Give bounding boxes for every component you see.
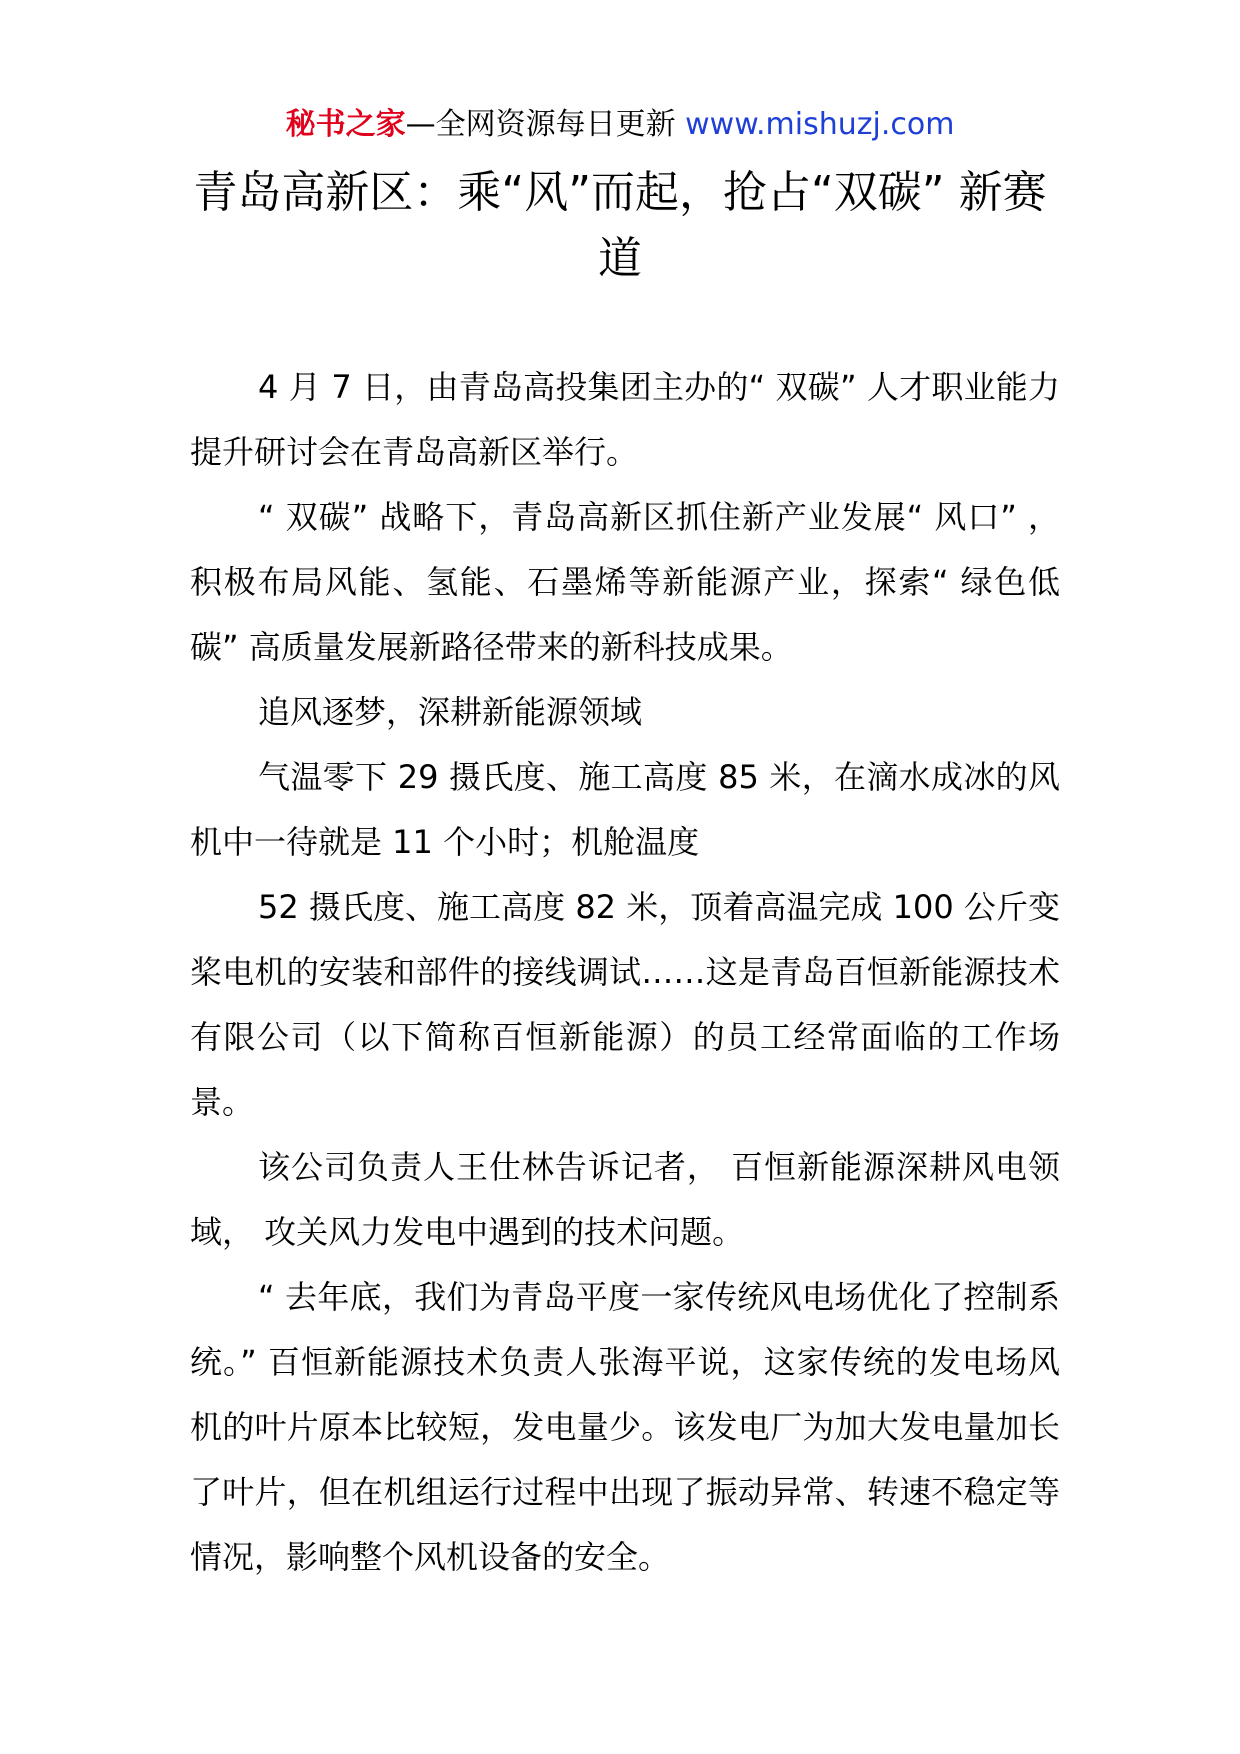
paragraph: 该公司负责人王仕林告诉记者， 百恒新能源深耕风电领域， 攻关风力发电中遇到的技术问题。 [190, 1148, 1060, 1251]
paragraph: “ 双碳” 战略下，青岛高新区抓住新产业发展“ 风口” ，积极布局风能、氢能、石墨烯等新能源产业，探索“ 绿色低碳” 高质量发展新路径带来的新科技成果。 [190, 498, 1060, 666]
paragraph: 52 摄氏度、施工高度 82 米，顶着高温完成 100 公斤变桨电机的安装和部件的接线调试……这是青岛百恒新能源技术有限公司（以下简称百恒新能源）的员工经常面临的工作场景。 [190, 888, 1060, 1121]
site-header [0, 100, 1240, 150]
paragraph: “ 去年底，我们为青岛平度一家传统风电场优化了控制系统。” 百恒新能源技术负责人张海平说，这家传统的发电场风机的叶片原本比较短，发电量少。该发电厂为加大发电量加长了叶片，但在机组运行过程中出现了振动异常、转速不稳定等情况，影响整个风机设备的安全。 [190, 1278, 1060, 1576]
article-body [190, 355, 1060, 1590]
section-heading: 追风逐梦，深耕新能源领域 [258, 693, 643, 731]
article-title: 青岛高新区：乘“风”而起，抢占“双碳” 新赛道 [193, 167, 1047, 284]
site-url-link[interactable]: www.mishuzj.com [685, 107, 955, 142]
header-tagline: —全网资源每日更新 [405, 107, 676, 142]
paragraph: 气温零下 29 摄氏度、施工高度 85 米，在滴水成冰的风机中一待就是 11 个小时；机舱温度 [190, 758, 1060, 861]
brand-name: 秘书之家 [285, 107, 406, 142]
paragraph: 4 月 7 日，由青岛高投集团主办的“ 双碳” 人才职业能力提升研讨会在青岛高新区举行。 [190, 368, 1060, 471]
